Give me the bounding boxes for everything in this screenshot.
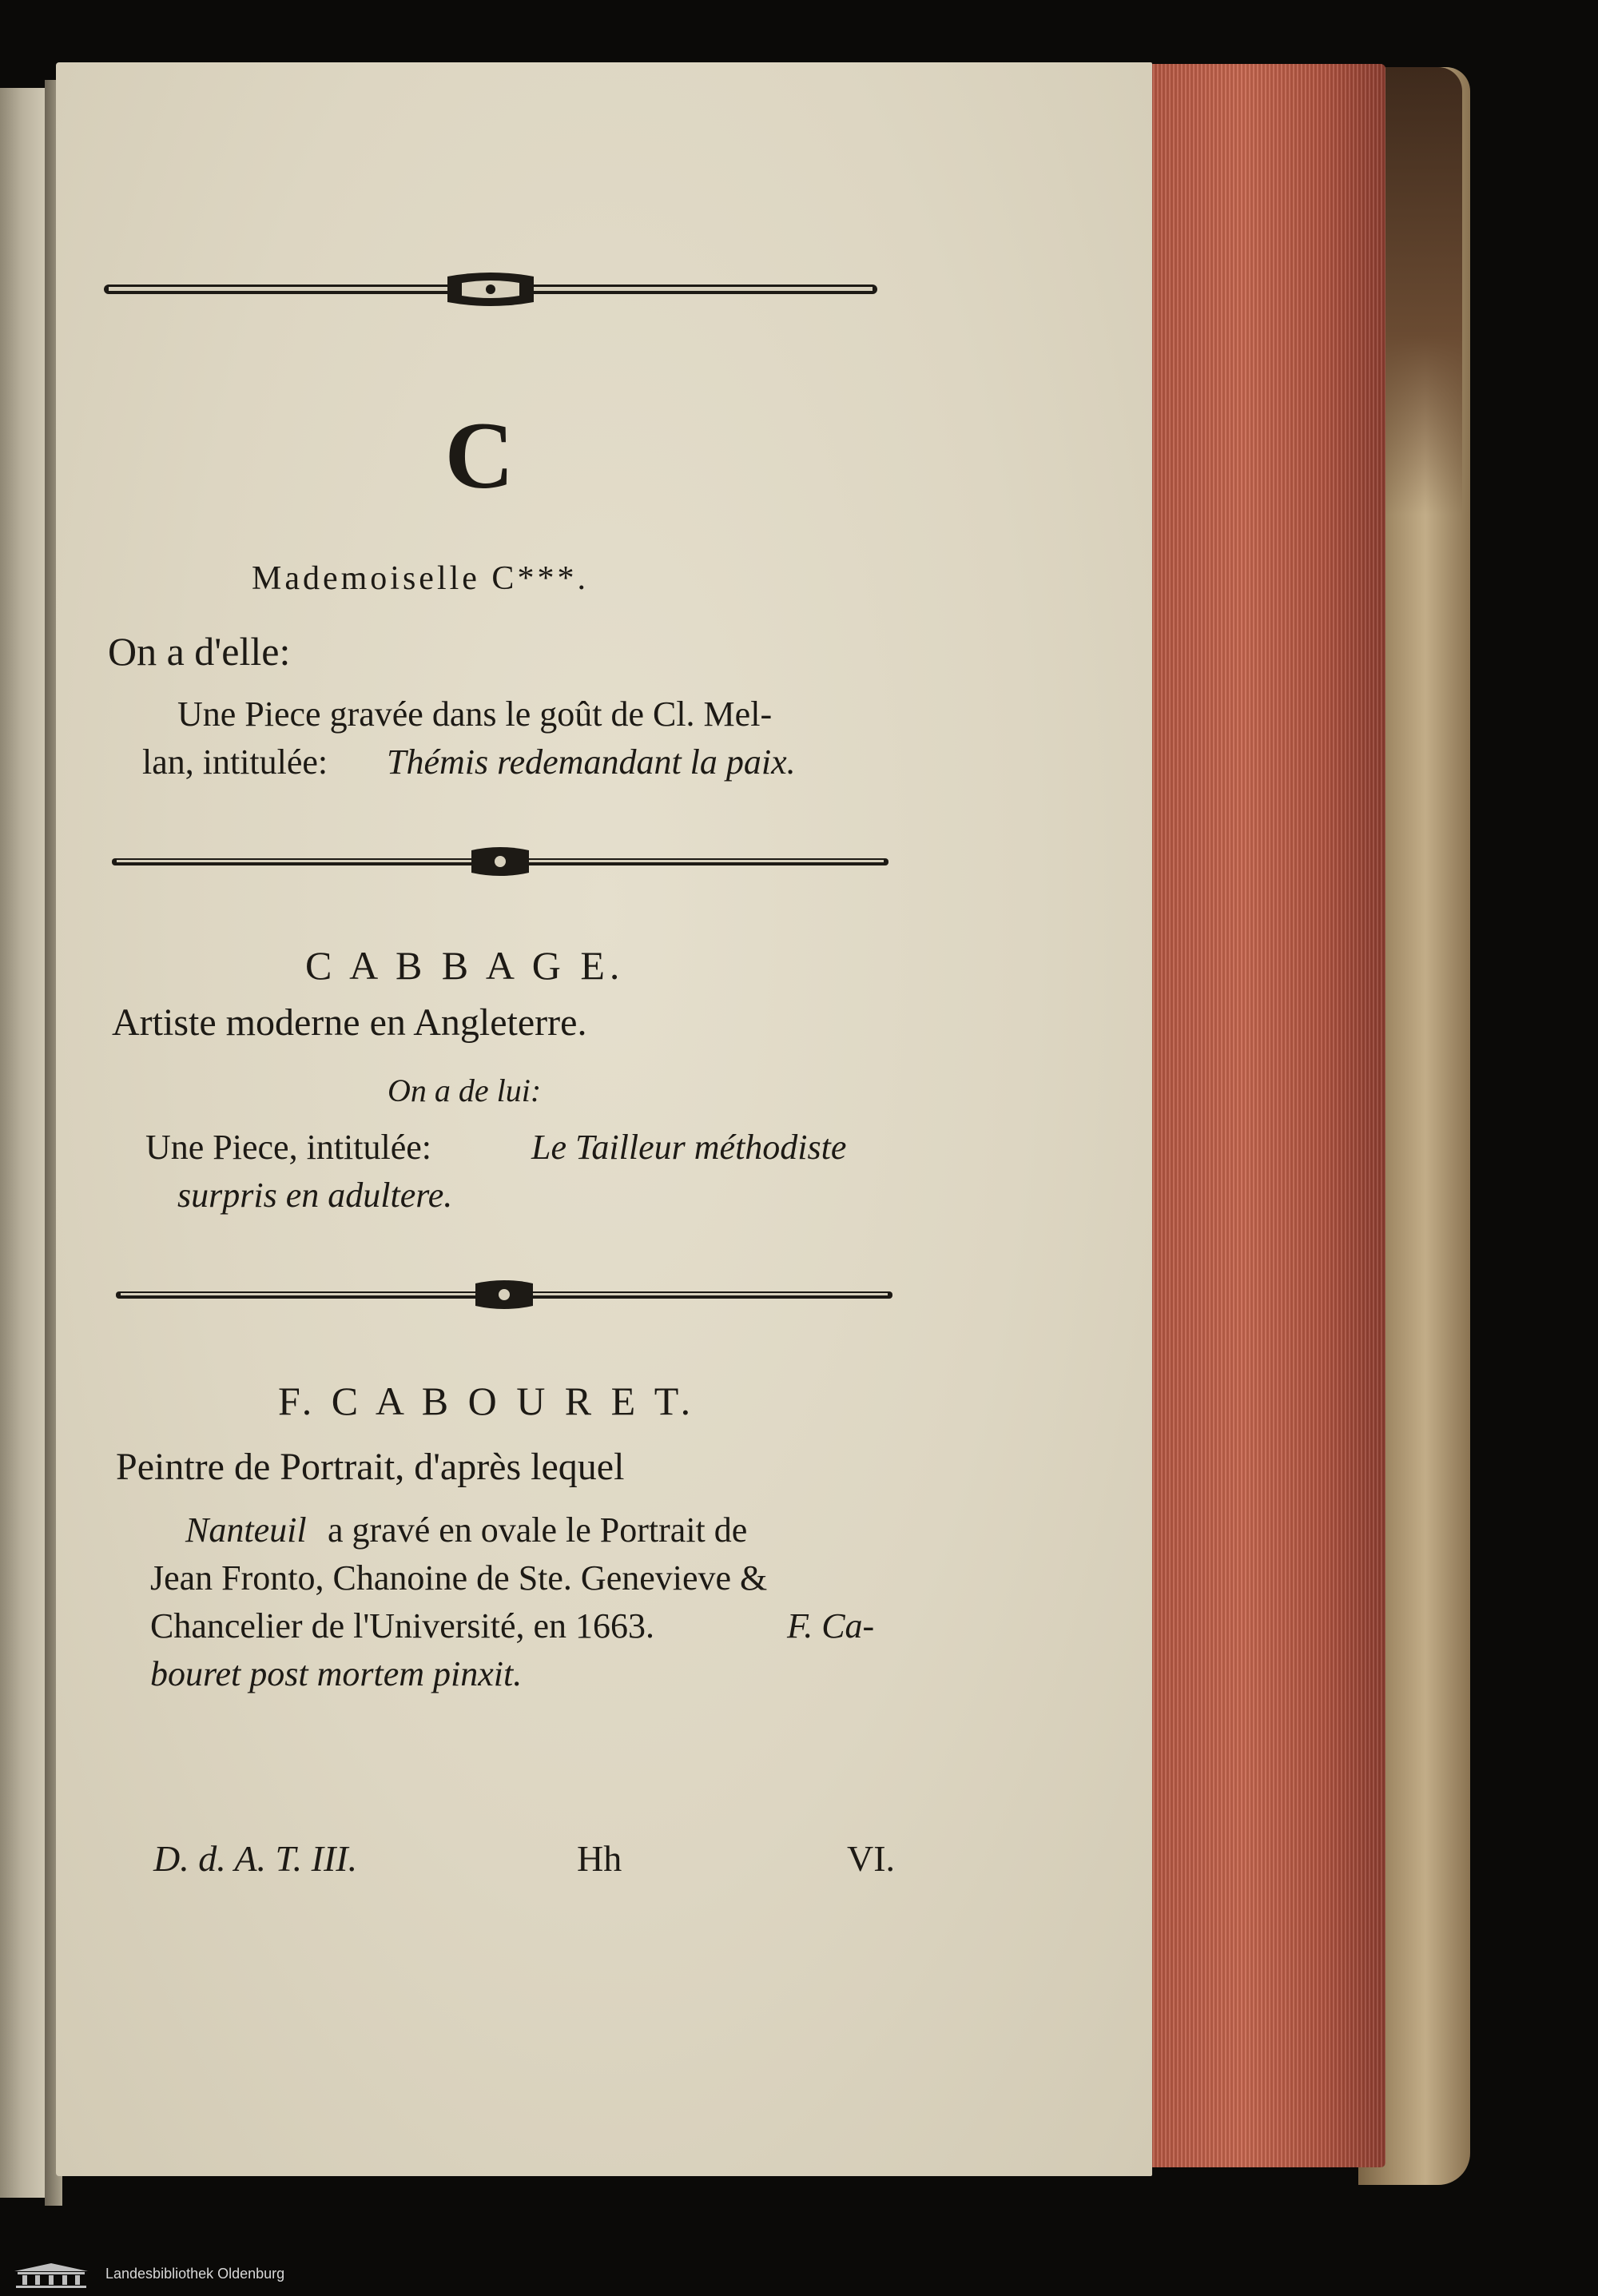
- book-fore-edge: [1149, 64, 1385, 2167]
- library-name: Landesbibliothek Oldenburg: [105, 2266, 285, 2282]
- ornamental-rule-3: [116, 1279, 892, 1311]
- entry3-line1b: a gravé en ovale le Portrait de: [328, 1510, 748, 1550]
- decorative-initial: C: [444, 402, 515, 508]
- entry3-line2: Jean Fronto, Chanoine de Ste. Genevieve &: [150, 1558, 768, 1598]
- entry2-title: Le Tailleur méthodiste: [531, 1128, 847, 1167]
- entry3-line3a: Chancelier de l'Université, en 1663.: [150, 1606, 655, 1645]
- entry1-title: Thémis redemandant la paix.: [387, 742, 796, 782]
- gathering-mark: Hh: [577, 1838, 622, 1879]
- entry1-heading: Mademoiselle C***.: [252, 560, 589, 597]
- entry3-engraver: Nanteuil: [185, 1510, 307, 1550]
- signature-mark: D. d. A. T. III.: [153, 1838, 358, 1879]
- entry3-line4: bouret post mortem pinxit.: [150, 1654, 523, 1693]
- entry3-heading: F. C A B O U R E T.: [278, 1379, 696, 1423]
- ornamental-rule-2: [112, 846, 888, 877]
- entry2-line1a: Une Piece, intitulée:: [145, 1128, 431, 1167]
- entry3-line3b: F. Ca-: [787, 1606, 875, 1645]
- entry2-heading: C A B B A G E.: [305, 943, 625, 988]
- entry3-subtitle: Peintre de Portrait, d'après lequel: [116, 1446, 625, 1488]
- entry1-line2a: lan, intitulée:: [142, 742, 328, 782]
- entry2-label: On a de lui:: [388, 1072, 542, 1108]
- library-building-icon: [11, 2262, 91, 2289]
- entry2-subtitle: Artiste moderne en Angleterre.: [112, 1001, 587, 1044]
- entry1-intro: On a d'elle:: [108, 629, 291, 674]
- catchword: VI.: [847, 1838, 896, 1879]
- previous-page-edge: [0, 88, 50, 2198]
- entry1-line1: Une Piece gravée dans le goût de Cl. Mel-: [177, 694, 773, 734]
- ornamental-rule-1: [104, 270, 877, 310]
- entry2-line2: surpris en adultere.: [177, 1176, 453, 1215]
